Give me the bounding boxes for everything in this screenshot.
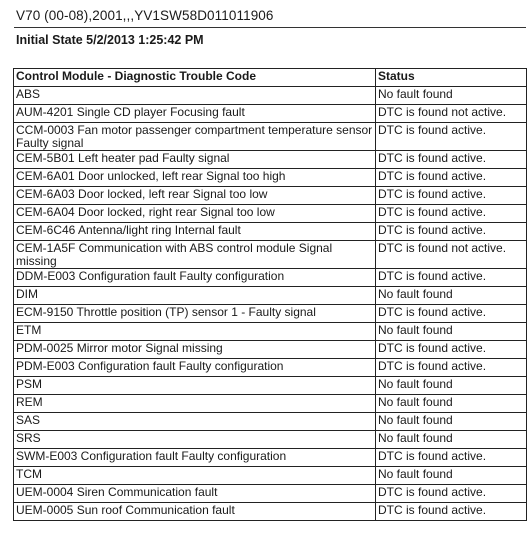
table-row xyxy=(14,503,527,521)
table-row xyxy=(14,287,527,305)
status-cell: No fault found xyxy=(376,413,527,431)
table-row xyxy=(14,377,527,395)
table-header-row xyxy=(14,69,527,87)
table-row xyxy=(14,449,527,467)
module-code-cell: UEM-0004 Siren Communication fault xyxy=(14,485,376,503)
module-code-cell: CEM-6A04 Door locked, right rear Signal too low xyxy=(14,205,376,223)
status-cell: No fault found xyxy=(376,395,527,413)
table-row xyxy=(14,241,527,269)
status-cell: DTC is found active. xyxy=(376,123,527,151)
module-code-cell: DDM-E003 Configuration fault Faulty configuration xyxy=(14,269,376,287)
status-cell: DTC is found active. xyxy=(376,223,527,241)
status-cell: No fault found xyxy=(376,377,527,395)
module-code-cell: CEM-1A5F Communication with ABS control module Signal missing xyxy=(14,241,376,269)
status-cell: DTC is found active. xyxy=(376,449,527,467)
status-cell: No fault found xyxy=(376,287,527,305)
dtc-table-body xyxy=(14,87,527,521)
table-row xyxy=(14,269,527,287)
status-cell: DTC is found active. xyxy=(376,359,527,377)
table-row xyxy=(14,395,527,413)
module-code-cell: UEM-0005 Sun roof Communication fault xyxy=(14,503,376,521)
status-cell: No fault found xyxy=(376,87,527,105)
table-row xyxy=(14,359,527,377)
module-code-cell: ABS xyxy=(14,87,376,105)
module-code-cell: SWM-E003 Configuration fault Faulty configuration xyxy=(14,449,376,467)
table-row xyxy=(14,187,527,205)
table-row xyxy=(14,305,527,323)
module-code-cell: CEM-6A03 Door locked, left rear Signal too low xyxy=(14,187,376,205)
module-code-cell: PSM xyxy=(14,377,376,395)
module-code-cell: CEM-6A01 Door unlocked, left rear Signal too high xyxy=(14,169,376,187)
dtc-table xyxy=(13,68,527,521)
status-cell: DTC is found active. xyxy=(376,187,527,205)
table-row xyxy=(14,467,527,485)
module-code-cell: SAS xyxy=(14,413,376,431)
module-code-cell: TCM xyxy=(14,467,376,485)
status-cell: DTC is found active. xyxy=(376,503,527,521)
table-row xyxy=(14,485,527,503)
module-code-cell: CCM-0003 Fan motor passenger compartment temperature sensor Faulty signal xyxy=(14,123,376,151)
vehicle-identifier-line: V70 (00-08),2001,,,YV1SW58D011011906 xyxy=(16,8,274,23)
module-code-cell: SRS xyxy=(14,431,376,449)
table-row xyxy=(14,105,527,123)
table-row xyxy=(14,323,527,341)
module-code-cell: REM xyxy=(14,395,376,413)
table-row xyxy=(14,205,527,223)
status-cell: DTC is found active. xyxy=(376,269,527,287)
column-header-module: Control Module - Diagnostic Trouble Code xyxy=(14,69,376,87)
table-row xyxy=(14,123,527,151)
column-header-status: Status xyxy=(376,69,527,87)
status-cell: No fault found xyxy=(376,323,527,341)
table-row xyxy=(14,431,527,449)
status-cell: DTC is found not active. xyxy=(376,105,527,123)
table-row xyxy=(14,169,527,187)
table-row xyxy=(14,223,527,241)
module-code-cell: AUM-4201 Single CD player Focusing fault xyxy=(14,105,376,123)
module-code-cell: ETM xyxy=(14,323,376,341)
status-cell: No fault found xyxy=(376,467,527,485)
status-cell: DTC is found active. xyxy=(376,151,527,169)
initial-state-line: Initial State 5/2/2013 1:25:42 PM xyxy=(16,33,204,47)
status-cell: DTC is found not active. xyxy=(376,241,527,269)
table-row xyxy=(14,413,527,431)
status-cell: DTC is found active. xyxy=(376,305,527,323)
table-row xyxy=(14,87,527,105)
module-code-cell: CEM-6C46 Antenna/light ring Internal fault xyxy=(14,223,376,241)
module-code-cell: ECM-9150 Throttle position (TP) sensor 1 - Faulty signal xyxy=(14,305,376,323)
module-code-cell: PDM-0025 Mirror motor Signal missing xyxy=(14,341,376,359)
table-row xyxy=(14,341,527,359)
module-code-cell: DIM xyxy=(14,287,376,305)
status-cell: DTC is found active. xyxy=(376,205,527,223)
header-divider xyxy=(14,27,526,28)
status-cell: No fault found xyxy=(376,431,527,449)
status-cell: DTC is found active. xyxy=(376,485,527,503)
status-cell: DTC is found active. xyxy=(376,169,527,187)
module-code-cell: CEM-5B01 Left heater pad Faulty signal xyxy=(14,151,376,169)
status-cell: DTC is found active. xyxy=(376,341,527,359)
table-row xyxy=(14,151,527,169)
module-code-cell: PDM-E003 Configuration fault Faulty configuration xyxy=(14,359,376,377)
